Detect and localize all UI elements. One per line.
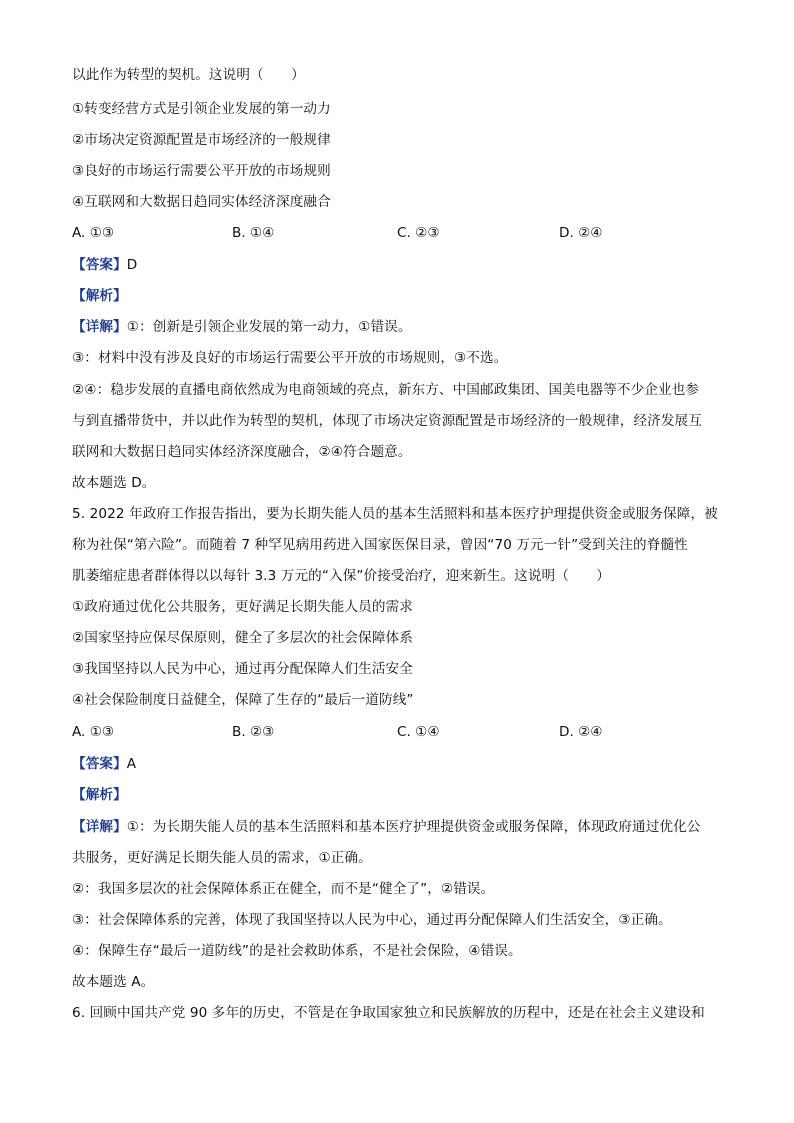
q4-stem-continuation: 以此作为转型的契机。这说明（ ） xyxy=(72,67,305,83)
q4-option-a: A. ①③ xyxy=(72,225,115,241)
q5-options xyxy=(72,723,732,741)
detail-text: ①：为长期失能人员的基本生活照料和基本医疗护理提供资金或服务保障，体现政府通过优化公 xyxy=(126,819,701,835)
q5-answer xyxy=(72,755,136,773)
q4-answer xyxy=(72,256,137,274)
q4-detail-2: ③：材料中没有涉及良好的市场运行需要公平开放的市场规则，③不选。 xyxy=(72,350,508,366)
answer-value: D xyxy=(126,257,138,273)
q4-statement-2: ②市场决定资源配置是市场经济的一般规律 xyxy=(72,132,331,148)
q5-stem-3: 肌萎缩症患者群体得以以每针 3.3 万元的“入保”价接受治疗，迎来新生。这说明（ ） xyxy=(72,568,611,584)
q5-option-a: A. ①③ xyxy=(72,724,115,740)
q4-detail-3b: 与到直播带货中，并以此作为转型的契机，体现了市场决定资源配置是市场经济的一般规律，经济发展互 xyxy=(72,413,702,429)
detail-tag: 【详解】 xyxy=(72,319,127,335)
analysis-tag: 【解析】 xyxy=(72,288,127,304)
q5-statement-3: ③我国坚持以人民为中心，通过再分配保障人们生活安全 xyxy=(72,661,413,677)
q5-detail-4: ④：保障生存“最后一道防线”的是社会救助体系，不是社会保险，④错误。 xyxy=(72,943,522,959)
detail-tag: 【详解】 xyxy=(72,819,127,835)
q5-analysis-heading xyxy=(72,786,127,804)
q4-detail-3a: ②④：稳步发展的直播电商依然成为电商领域的亮点，新东方、中国邮政集团、国美电器等不少企业也参 xyxy=(72,382,700,398)
q5-option-b: B. ②③ xyxy=(232,724,275,740)
detail-text: ①：创新是引领企业发展的第一动力，①错误。 xyxy=(126,319,412,335)
q4-detail-1 xyxy=(72,318,412,336)
q5-detail-1a xyxy=(72,818,701,836)
q4-statement-4: ④互联网和大数据日趋同实体经济深度融合 xyxy=(72,194,331,210)
q5-option-d: D. ②④ xyxy=(559,724,603,740)
q5-statement-1: ①政府通过优化公共服务，更好满足长期失能人员的需求 xyxy=(72,599,413,615)
q4-option-c: C. ②③ xyxy=(397,225,440,241)
q5-statement-4: ④社会保险制度日益健全，保障了生存的“最后一道防线” xyxy=(72,692,414,708)
q5-stem-2: 称为社保“第六险”。而随着 7 种罕见病用药进入国家医保目录，曾因“70 万元一针”受到关注的脊髓性 xyxy=(72,537,688,553)
q4-analysis-heading xyxy=(72,287,127,305)
q6-stem-1: 6. 回顾中国共产党 90 多年的历史，不管是在争取国家独立和民族解放的历程中，还是在社会主义建设和 xyxy=(72,1005,705,1021)
answer-value: A xyxy=(126,756,137,772)
q5-statement-2: ②国家坚持应保尽保原则，健全了多层次的社会保障体系 xyxy=(72,630,413,646)
q4-options xyxy=(72,224,732,242)
q4-statement-1: ①转变经营方式是引领企业发展的第一动力 xyxy=(72,101,331,117)
q5-detail-1b: 共服务，更好满足长期失能人员的需求，①正确。 xyxy=(72,850,372,866)
q4-option-b: B. ①④ xyxy=(232,225,275,241)
q4-statement-3: ③良好的市场运行需要公平开放的市场规则 xyxy=(72,163,331,179)
q4-conclusion: 故本题选 D。 xyxy=(72,475,156,491)
analysis-tag: 【解析】 xyxy=(72,787,127,803)
q4-option-d: D. ②④ xyxy=(559,225,603,241)
answer-tag: 【答案】 xyxy=(72,756,127,772)
q5-stem-1: 5. 2022 年政府工作报告指出，要为长期失能人员的基本生活照料和基本医疗护理提供资金或服务保障，被 xyxy=(72,506,718,522)
q4-detail-3c: 联网和大数据日趋同实体经济深度融合，②④符合题意。 xyxy=(72,444,412,460)
q5-option-c: C. ①④ xyxy=(397,724,440,740)
q5-conclusion: 故本题选 A。 xyxy=(72,974,155,990)
answer-tag: 【答案】 xyxy=(72,257,127,273)
q5-detail-2: ②：我国多层次的社会保障体系正在健全，而不是“健全了”，②错误。 xyxy=(72,881,495,897)
q5-detail-3: ③：社会保障体系的完善，体现了我国坚持以人民为中心，通过再分配保障人们生活安全，③正确。 xyxy=(72,912,672,928)
